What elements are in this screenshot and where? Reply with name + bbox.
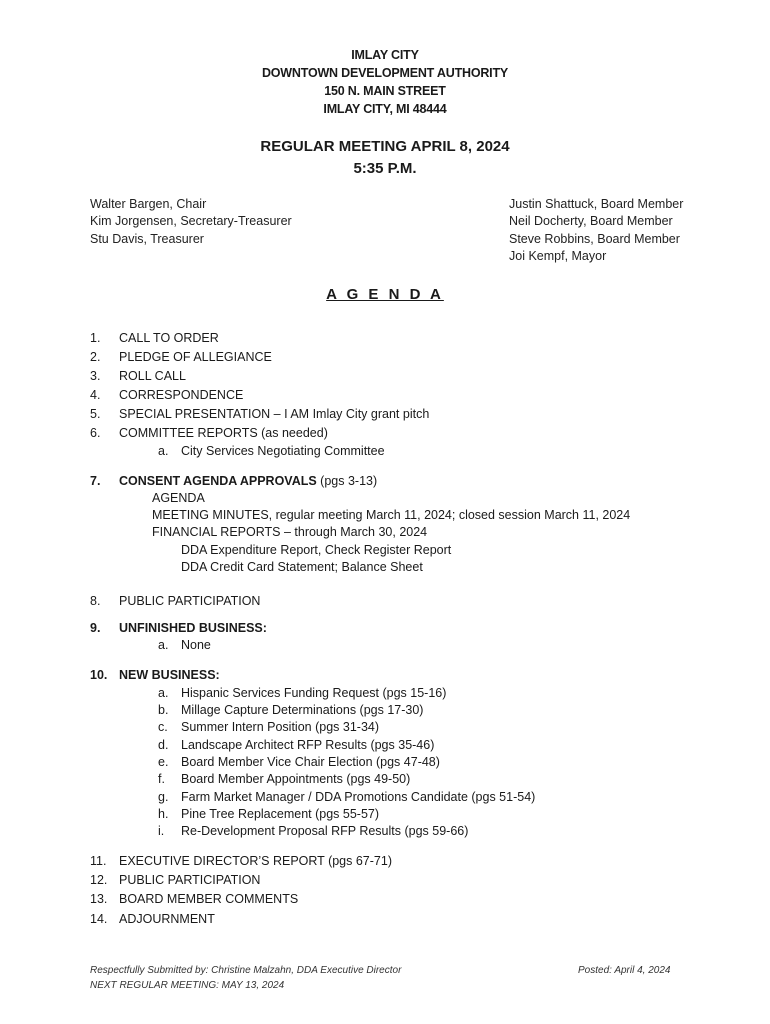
- item-7-subline-1: DDA Expenditure Report, Check Register Report: [181, 543, 452, 557]
- item-10-sub-text: Millage Capture Determinations (pgs 17-30): [181, 703, 424, 717]
- item-7-subline-2: DDA Credit Card Statement; Balance Sheet: [181, 560, 423, 574]
- item-7-pages: (pgs 3-13): [316, 474, 378, 488]
- item-7-text: [119, 474, 377, 488]
- item-10-sub-letter: i.: [158, 824, 165, 838]
- item-8-text: PUBLIC PARTICIPATION: [119, 594, 261, 608]
- item-9-number: 9.: [90, 621, 101, 635]
- item-10-sub-text: Landscape Architect RFP Results (pgs 35-46): [181, 738, 435, 752]
- item-10-sub-text: Board Member Vice Chair Election (pgs 47-48): [181, 755, 440, 769]
- org-full-name: DOWNTOWN DEVELOPMENT AUTHORITY: [261, 66, 509, 80]
- item-9-text: UNFINISHED BUSINESS:: [119, 621, 267, 635]
- item-10-sub-text: Summer Intern Position (pgs 31-34): [181, 720, 380, 734]
- member-right-2: Neil Docherty, Board Member: [509, 214, 673, 228]
- item-10-sub-text: Farm Market Manager / DDA Promotions Candidate (pgs 51-54): [181, 790, 536, 804]
- address-street: 150 N. MAIN STREET: [324, 84, 446, 98]
- item-10-sub-letter: c.: [158, 720, 168, 734]
- item-7-number: 7.: [90, 474, 101, 488]
- item-10-sub-letter: a.: [158, 686, 169, 700]
- item-8-number: 8.: [90, 594, 101, 608]
- item-10-sub-letter: f.: [158, 772, 165, 786]
- item-5-text: SPECIAL PRESENTATION – I AM Imlay City grant pitch: [119, 407, 430, 421]
- item-7-line-2: MEETING MINUTES, regular meeting March 11, 2024; closed session March 11, 2024: [152, 508, 631, 522]
- org-name: IMLAY CITY: [351, 48, 419, 62]
- item-6-text: COMMITTEE REPORTS (as needed): [119, 426, 328, 440]
- member-right-4: Joi Kempf, Mayor: [509, 249, 607, 263]
- item-4-text: CORRESPONDENCE: [119, 388, 244, 402]
- item-2-text: PLEDGE OF ALLEGIANCE: [119, 350, 272, 364]
- item-7-line-3: FINANCIAL REPORTS – through March 30, 2024: [152, 525, 428, 539]
- member-left-3: Stu Davis, Treasurer: [90, 232, 204, 246]
- item-1-number: 1.: [90, 331, 101, 345]
- item-10-sub-letter: d.: [158, 738, 169, 752]
- footer-posted-date: Posted: April 4, 2024: [578, 965, 671, 976]
- item-14-text: ADJOURNMENT: [119, 912, 215, 926]
- item-10-sub-letter: e.: [158, 755, 169, 769]
- item-11-text: EXECUTIVE DIRECTOR’S REPORT (pgs 67-71): [119, 854, 392, 868]
- footer-submitted-by: Respectfully Submitted by: Christine Malzahn, DDA Executive Director: [90, 965, 402, 976]
- item-7-line-1: AGENDA: [152, 491, 205, 505]
- footer-next-meeting: NEXT REGULAR MEETING: MAY 13, 2024: [90, 980, 285, 991]
- item-10-text: NEW BUSINESS:: [119, 668, 220, 682]
- item-9-sub-text: None: [181, 638, 211, 652]
- item-10-sub-text: Hispanic Services Funding Request (pgs 15-16): [181, 686, 447, 700]
- item-3-text: ROLL CALL: [119, 369, 186, 383]
- item-11-number: 11.: [90, 854, 107, 868]
- item-6-sub-letter: a.: [158, 444, 169, 458]
- member-right-1: Justin Shattuck, Board Member: [509, 197, 684, 211]
- item-6-number: 6.: [90, 426, 101, 440]
- item-13-text: BOARD MEMBER COMMENTS: [119, 892, 299, 906]
- meeting-time: 5:35 P.M.: [353, 160, 417, 177]
- item-10-sub-letter: b.: [158, 703, 169, 717]
- agenda-heading: A G E N D A: [326, 286, 444, 303]
- item-10-sub-text: Pine Tree Replacement (pgs 55-57): [181, 807, 380, 821]
- item-13-number: 13.: [90, 892, 108, 906]
- address-city: IMLAY CITY, MI 48444: [323, 102, 447, 116]
- item-4-number: 4.: [90, 388, 101, 402]
- member-left-1: Walter Bargen, Chair: [90, 197, 207, 211]
- item-2-number: 2.: [90, 350, 101, 364]
- item-14-number: 14.: [90, 912, 108, 926]
- item-6-sub-text: City Services Negotiating Committee: [181, 444, 385, 458]
- item-10-sub-letter: h.: [158, 807, 169, 821]
- meeting-title: REGULAR MEETING APRIL 8, 2024: [260, 138, 510, 155]
- item-1-text: CALL TO ORDER: [119, 331, 219, 345]
- item-9-sub-letter: a.: [158, 638, 169, 652]
- item-3-number: 3.: [90, 369, 101, 383]
- item-12-text: PUBLIC PARTICIPATION: [119, 873, 261, 887]
- item-10-sub-text: Board Member Appointments (pgs 49-50): [181, 772, 411, 786]
- item-10-sub-letter: g.: [158, 790, 169, 804]
- item-10-number: 10.: [90, 668, 108, 682]
- item-12-number: 12.: [90, 873, 108, 887]
- item-10-sub-text: Re-Development Proposal RFP Results (pgs 59-66): [181, 824, 469, 838]
- item-7-title: CONSENT AGENDA APPROVALS: [119, 474, 317, 488]
- member-left-2: Kim Jorgensen, Secretary-Treasurer: [90, 214, 292, 228]
- member-right-3: Steve Robbins, Board Member: [509, 232, 680, 246]
- item-5-number: 5.: [90, 407, 101, 421]
